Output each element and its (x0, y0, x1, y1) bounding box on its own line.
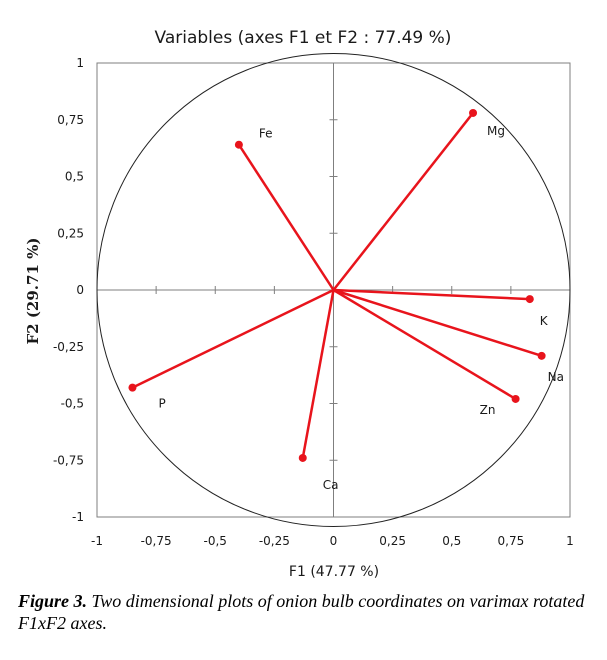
x-tick-label: 0,75 (497, 534, 525, 548)
vector-mg (334, 113, 474, 290)
x-tick-label: -0,75 (140, 534, 172, 548)
x-axis-title: F1 (47.77 %) (288, 564, 380, 580)
x-tick-label: -0,5 (203, 534, 227, 548)
x-tick-label: 0,5 (442, 534, 462, 548)
chart-title: Variables (axes F1 et F2 : 77.49 %) (154, 28, 452, 48)
label-ca: Ca (322, 477, 339, 492)
x-tick-label: -0,25 (258, 534, 290, 548)
y-tick-label: 0,25 (57, 226, 84, 241)
point-ca (299, 454, 307, 462)
label-mg: Mg (487, 123, 506, 138)
label-na: Na (547, 369, 564, 384)
x-tick-label: 0 (329, 534, 338, 548)
point-p (128, 384, 136, 392)
point-zn (512, 395, 520, 403)
caption-label: Figure 3. (18, 591, 88, 611)
vector-fe (239, 145, 334, 290)
y-tick-label: -0,75 (52, 453, 84, 468)
vector-zn (334, 290, 516, 399)
y-axis-title: F2 (29.71 %) (24, 237, 42, 345)
vector-na (334, 290, 542, 356)
point-k (526, 295, 534, 303)
label-p: P (158, 396, 166, 411)
caption-text: Two dimensional plots of onion bulb coordinates on varimax rotated F1xF2 axes. (18, 591, 585, 633)
y-tick-label: 1 (76, 56, 84, 70)
vector-k (334, 290, 530, 299)
point-mg (469, 109, 477, 117)
y-tick-label: 0 (76, 283, 84, 297)
y-tick-label: -1 (72, 510, 84, 524)
y-tick-label: -0,25 (52, 339, 84, 354)
label-zn: Zn (479, 402, 496, 417)
y-tick-label: 0,75 (57, 112, 84, 127)
y-tick-label: 0,5 (64, 169, 84, 184)
point-fe (235, 141, 243, 149)
variable-vectors (128, 109, 563, 492)
vector-p (132, 290, 333, 388)
x-tick-label: 1 (566, 534, 574, 548)
point-na (538, 352, 546, 360)
figure-caption (18, 590, 598, 634)
y-tick-label: -0,5 (60, 396, 84, 411)
label-fe: Fe (258, 126, 273, 141)
x-tick-label: 0,25 (379, 534, 406, 548)
x-tick-label: -1 (91, 534, 103, 548)
vector-ca (303, 290, 334, 458)
label-k: K (539, 314, 548, 329)
